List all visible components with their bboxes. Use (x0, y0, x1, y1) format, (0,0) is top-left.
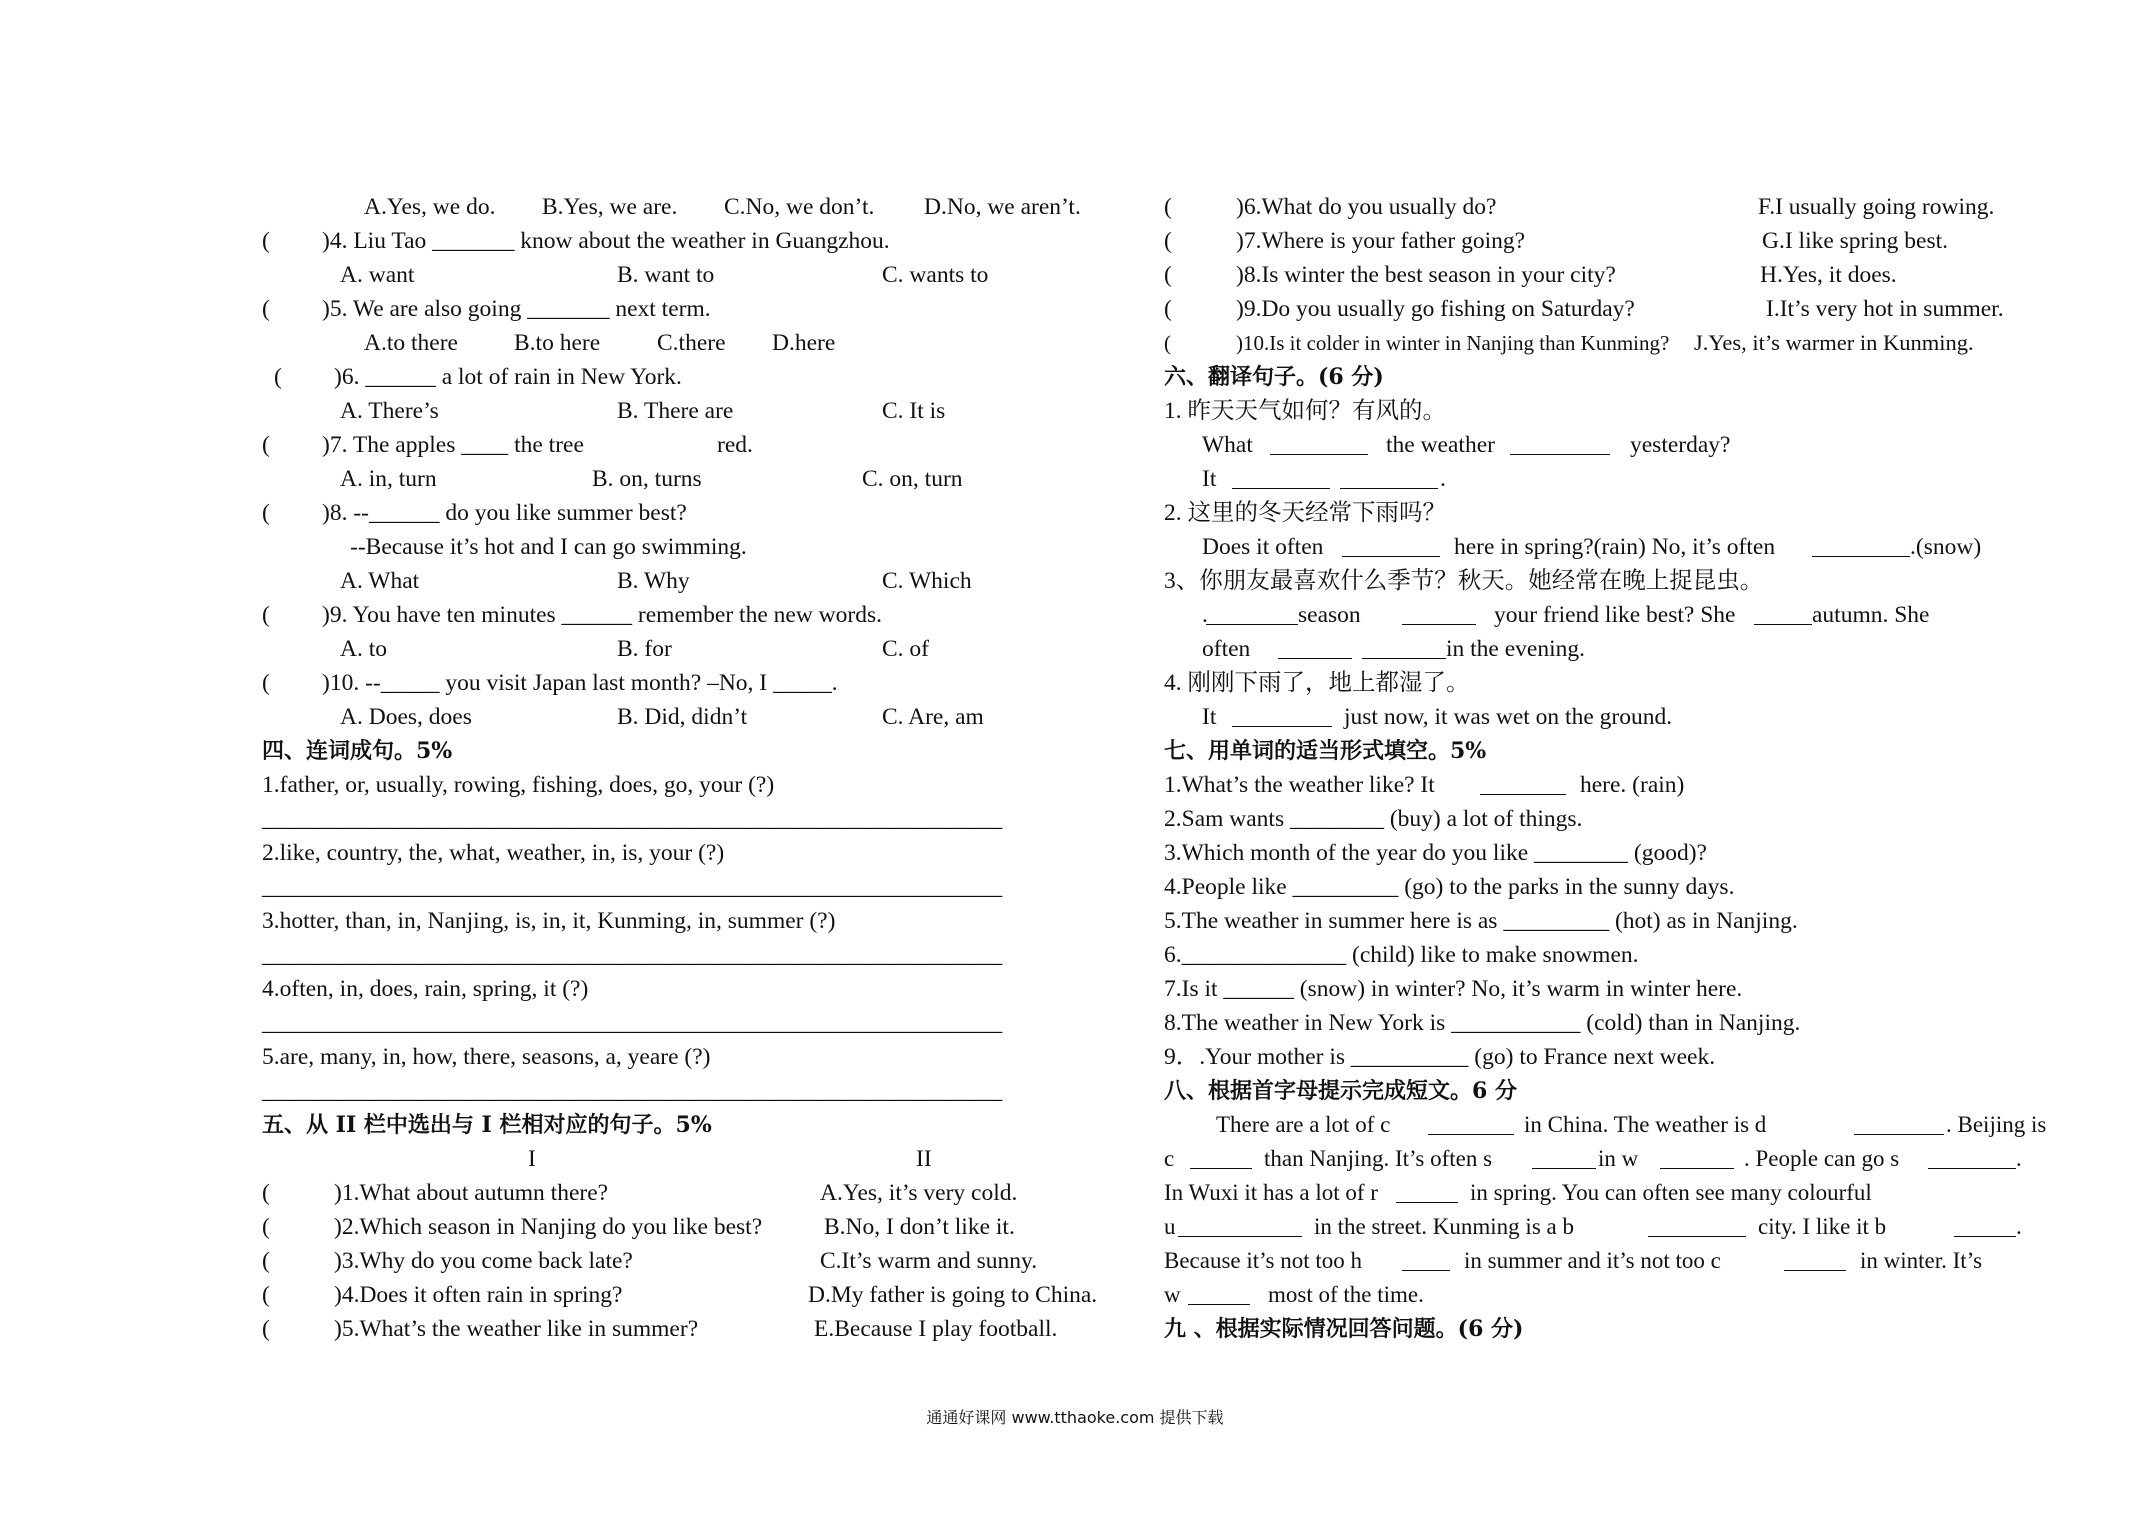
question-8-reply (262, 530, 1132, 564)
sentence-part: . (1440, 466, 1446, 492)
match-question: )6.What do you usually do? (1236, 194, 1497, 220)
match-answer: A.Yes, it’s very cold. (820, 1180, 1018, 1206)
match-question: )8.Is winter the best season in your city? (1236, 262, 1616, 288)
sentence-part: here in spring?(rain) No, it’s often (1454, 534, 1776, 560)
section-heading: 六、翻译句子。(6 分) (1164, 364, 1384, 390)
option-b: B. for (617, 636, 672, 662)
passage-text: in winter. It’s (1860, 1248, 1983, 1273)
answer-blank[interactable] (1532, 1142, 1596, 1169)
option-a: A. in, turn (340, 466, 437, 492)
item-text: 4.often, in, does, rain, spring, it (?) (262, 976, 589, 1002)
answer-blank[interactable] (1854, 1108, 1944, 1135)
column-header-1: I (528, 1146, 536, 1172)
answer-line-text: _______________________________________________________________ (262, 1010, 1003, 1036)
item-text: 2.Sam wants ________ (buy) a lot of things. (1164, 806, 1583, 832)
passage-text: in spring. You can often see many colourful (1470, 1180, 1872, 1205)
answer-blank[interactable] (1270, 428, 1368, 455)
match-answer: D.My father is going to China. (808, 1282, 1098, 1308)
passage-text: . (2016, 1214, 2022, 1239)
section-4-item-2 (262, 836, 1132, 870)
match-answer: H.Yes, it does. (1760, 262, 1897, 288)
footer-credit: 通通好课网 www.tthaoke.com 提供下载 (926, 1408, 1224, 1427)
match-answer: I.It’s very hot in summer. (1766, 296, 2004, 322)
fill-item (1164, 1040, 2024, 1074)
match-row (1164, 326, 2024, 360)
section-heading: 四、连词成句。5% (262, 738, 453, 764)
answer-blank[interactable] (1342, 530, 1440, 557)
answer-line-text: _______________________________________________________________ (262, 806, 1003, 832)
fill-item (1164, 1006, 2024, 1040)
answer-blank[interactable] (1340, 462, 1438, 489)
answer-paren: ( (262, 500, 270, 526)
passage-text: most of the time. (1268, 1282, 1424, 1307)
match-question: )4.Does it often rain in spring? (334, 1282, 623, 1308)
fill-item (1164, 836, 2024, 870)
answer-blank[interactable] (1954, 1210, 2016, 1237)
question-10-options (262, 700, 1132, 734)
passage-text: in the street. Kunming is a b (1314, 1214, 1574, 1239)
answer-blank[interactable] (1396, 1176, 1458, 1203)
sentence-part: 1.What’s the weather like? It (1164, 772, 1435, 798)
question-10 (262, 666, 1132, 700)
match-question: )2.Which season in Nanjing do you like best? (334, 1214, 763, 1240)
item-text: 5.are, many, in, how, there, seasons, a, yeare (?) (262, 1044, 711, 1070)
match-answer: C.It’s warm and sunny. (820, 1248, 1038, 1274)
section-4-item-1 (262, 768, 1132, 802)
option-c: C. on, turn (862, 466, 963, 492)
passage-text: . People can go s (1744, 1146, 1900, 1171)
match-row (1164, 258, 2024, 292)
answer-blank[interactable] (1178, 1210, 1302, 1237)
fill-item-1 (1164, 768, 2024, 802)
question-5 (262, 292, 1132, 326)
question-9 (262, 598, 1132, 632)
left-column (262, 190, 1132, 1346)
answer-paren: ( (262, 670, 270, 696)
match-row (1164, 224, 2024, 258)
answer-paren: ( (1164, 194, 1172, 220)
match-answer: F.I usually going rowing. (1758, 194, 1995, 220)
question-5-options (262, 326, 1132, 360)
passage-text: Because it’s not too h (1164, 1248, 1363, 1273)
passage-text: . Beijing is (1946, 1112, 2047, 1137)
section-7-title (1164, 734, 2024, 768)
passage-text: There are a lot of c (1216, 1112, 1391, 1137)
section-heading: 七、用单词的适当形式填空。5% (1164, 738, 1487, 764)
option-a: A. There’s (340, 398, 439, 424)
match-row (262, 1210, 1132, 1244)
answer-line-text: _______________________________________________________________ (262, 942, 1003, 968)
translate-3-chinese (1164, 564, 2024, 598)
answer-paren: ( (262, 1214, 270, 1240)
option-c: C.there (657, 330, 726, 356)
sentence-part: It (1202, 466, 1217, 492)
passage-line-1 (1164, 1108, 2047, 1142)
answer-line[interactable] (262, 1074, 1132, 1108)
answer-paren: ( (262, 1282, 270, 1308)
option-c: C. Which (882, 568, 972, 594)
passage-line-3 (1164, 1176, 2024, 1210)
option-c: C. of (882, 636, 929, 662)
answer-blank[interactable] (1402, 598, 1476, 625)
option-b: B. want to (617, 262, 715, 288)
match-question: )9.Do you usually go fishing on Saturday? (1236, 296, 1635, 322)
option-a: A.Yes, we do. (364, 194, 496, 220)
right-column (1164, 190, 2047, 1346)
answer-blank[interactable] (1754, 598, 1812, 625)
answer-paren: ( (262, 1316, 270, 1342)
option-c: C. Are, am (882, 704, 984, 730)
section-5-title (262, 1108, 1132, 1142)
passage-line-4 (1164, 1210, 2024, 1244)
answer-blank[interactable] (1510, 428, 1610, 455)
sentence-part: your friend like best? She (1494, 602, 1736, 628)
match-question: )3.Why do you come back late? (334, 1248, 633, 1274)
passage-text: city. I like it b (1758, 1214, 1887, 1239)
answer-line[interactable] (262, 870, 1132, 904)
match-question: )5.What’s the weather like in summer? (334, 1316, 699, 1342)
column-header-2: II (916, 1146, 932, 1172)
match-row (262, 1312, 1132, 1346)
answer-paren: ( (262, 296, 270, 322)
section-4-title (262, 734, 1132, 768)
option-a: A. to (340, 636, 387, 662)
translate-2-english (1164, 530, 2024, 564)
sentence-part: just now, it was wet on the ground. (1344, 704, 1673, 730)
answer-blank[interactable] (1428, 1108, 1514, 1135)
option-b: B.to here (514, 330, 601, 356)
translate-1-chinese (1164, 394, 2024, 428)
question-4 (262, 224, 1132, 258)
translate-1-english (1164, 428, 2024, 462)
item-text: 4.People like _________ (go) to the parks in the sunny days. (1164, 874, 1735, 900)
option-a: A.to there (364, 330, 458, 356)
question-8-options (262, 564, 1132, 598)
match-question: )10.Is it colder in winter in Nanjing than Kunming? (1236, 331, 1670, 355)
section-heading: 五、从 II 栏中选出与 I 栏相对应的句子。5% (262, 1112, 712, 1138)
question-8 (262, 496, 1132, 530)
chinese-sentence: 3、你朋友最喜欢什么季节？秋天。她经常在晚上捉昆虫。 (1164, 568, 1764, 594)
section-4-item-5 (262, 1040, 1132, 1074)
passage-text: u (1164, 1214, 1176, 1239)
item-text: 8.The weather in New York is ___________ (cold) than in Nanjing. (1164, 1010, 1801, 1036)
passage-text: in w (1598, 1146, 1639, 1171)
answer-blank[interactable] (1190, 1142, 1252, 1169)
item-text: 9．.Your mother is __________ (go) to France next week. (1164, 1044, 1716, 1070)
question-stem: )10. --_____ you visit Japan last month? –No, I _____. (322, 670, 838, 696)
answer-paren: ( (262, 1248, 270, 1274)
passage-text: w (1164, 1282, 1181, 1307)
match-answer: G.I like spring best. (1762, 228, 1949, 254)
fill-item (1164, 938, 2024, 972)
option-c: C. It is (882, 398, 946, 424)
chinese-sentence: 4. 刚刚下雨了，地上都湿了。 (1164, 670, 1470, 696)
item-text: 2.like, country, the, what, weather, in, is, your (?) (262, 840, 725, 866)
translate-3-continued (1164, 632, 2024, 666)
fill-item (1164, 870, 2024, 904)
chinese-sentence: 2. 这里的冬天经常下雨吗？ (1164, 500, 1446, 526)
section-4-item-4 (262, 972, 1132, 1006)
question-stem: )4. Liu Tao _______ know about the weather in Guangzhou. (322, 228, 890, 254)
sentence-part: Does it often (1202, 534, 1324, 560)
passage-text: . (2016, 1146, 2022, 1171)
answer-paren: ( (1164, 228, 1172, 254)
question-stem: )9. You have ten minutes ______ remember the new words. (322, 602, 882, 628)
answer-blank[interactable] (1362, 632, 1446, 659)
answer-paren: ( (262, 602, 270, 628)
option-b: B.Yes, we are. (542, 194, 678, 220)
option-d: D.No, we aren’t. (924, 194, 1081, 220)
answer-blank[interactable] (1188, 1278, 1250, 1305)
passage-text: c (1164, 1146, 1175, 1171)
answer-blank[interactable] (1278, 632, 1352, 659)
passage-text: in summer and it’s not too c (1464, 1248, 1721, 1273)
section-6-title (1164, 360, 2024, 394)
match-answer: E.Because I play football. (814, 1316, 1058, 1342)
option-b: B. Did, didn’t (617, 704, 748, 730)
match-row (262, 1176, 1132, 1210)
question-stem: )6. ______ a lot of rain in New York. (334, 364, 682, 390)
answer-paren: ( (274, 364, 282, 390)
sentence-part: in the evening. (1446, 636, 1586, 662)
passage-text: in China. The weather is d (1524, 1112, 1767, 1137)
answer-blank[interactable] (1206, 598, 1298, 625)
fill-item (1164, 972, 2024, 1006)
answer-paren: ( (1164, 331, 1171, 355)
answer-blank[interactable] (1660, 1142, 1734, 1169)
option-c: C.No, we don’t. (724, 194, 875, 220)
item-text: 7.Is it ______ (snow) in winter? No, it’s warm in winter here. (1164, 976, 1743, 1002)
answer-blank[interactable] (1402, 1244, 1450, 1271)
option-b: B. There are (617, 398, 734, 424)
answer-line[interactable] (262, 938, 1132, 972)
fill-item (1164, 904, 2024, 938)
answer-blank[interactable] (1232, 700, 1332, 727)
section-8-title (1164, 1074, 2024, 1108)
question-7 (262, 428, 1132, 462)
answer-blank[interactable] (1784, 1244, 1846, 1271)
sentence-part: the weather (1386, 432, 1495, 458)
passage-text: In Wuxi it has a lot of r (1164, 1180, 1378, 1205)
sentence-part: autumn. She (1812, 602, 1930, 628)
passage-text: than Nanjing. It’s often s (1264, 1146, 1493, 1171)
sentence-part: here. (rain) (1580, 772, 1685, 798)
question-stem: )8. --______ do you like summer best? (322, 500, 687, 526)
answer-paren: ( (1164, 296, 1172, 322)
match-row (262, 1244, 1132, 1278)
answer-blank[interactable] (1232, 462, 1330, 489)
option-a: A. want (340, 262, 415, 288)
section-4-item-3 (262, 904, 1132, 938)
sentence-part: often (1202, 636, 1251, 662)
question-6-options (262, 394, 1132, 428)
answer-blank[interactable] (1812, 530, 1910, 557)
item-text: 3.hotter, than, in, Nanjing, is, in, it, Kunming, in, summer (?) (262, 908, 836, 934)
option-a: A. Does, does (340, 704, 472, 730)
match-row (1164, 190, 2024, 224)
option-d: D.here (772, 330, 836, 356)
sentence-part: yesterday? (1630, 432, 1731, 458)
translate-2-chinese (1164, 496, 2024, 530)
answer-blank[interactable] (1928, 1142, 2016, 1169)
answer-paren: ( (1164, 262, 1172, 288)
question-stem-end: red. (717, 432, 753, 458)
passage-line-2 (1164, 1142, 2024, 1176)
match-question: )7.Where is your father going? (1236, 228, 1526, 254)
question-stem: )5. We are also going _______ next term. (322, 296, 711, 322)
match-question: )1.What about autumn there? (334, 1180, 609, 1206)
option-c: C. wants to (882, 262, 989, 288)
question-6 (262, 360, 1132, 394)
item-text: 3.Which month of the year do you like ________ (good)? (1164, 840, 1707, 866)
sentence-part: It (1202, 704, 1217, 730)
passage-line-5 (1164, 1244, 2024, 1278)
answer-line[interactable] (262, 802, 1132, 836)
match-row (1164, 292, 2024, 326)
question-7-options (262, 462, 1132, 496)
passage-line-6 (1164, 1278, 2024, 1312)
section-heading: 九 、根据实际情况回答问题。(6 分) (1164, 1316, 1524, 1342)
section-5-column-headers (262, 1142, 1132, 1176)
item-text: 5.The weather in summer here is as _________ (hot) as in Nanjing. (1164, 908, 1798, 934)
answer-paren: ( (262, 432, 270, 458)
translate-1-answer (1164, 462, 2024, 496)
section-9-title (1164, 1312, 2024, 1346)
question-3-options (262, 190, 1132, 224)
option-a: A. What (340, 568, 420, 594)
match-answer: J.Yes, it’s warmer in Kunming. (1694, 330, 1974, 355)
chinese-sentence: 1. 昨天天气如何？有风的。 (1164, 398, 1446, 424)
option-b: B. on, turns (592, 466, 702, 492)
match-row (262, 1278, 1132, 1312)
question-9-options (262, 632, 1132, 666)
option-b: B. Why (617, 568, 690, 594)
fill-item (1164, 802, 2024, 836)
translate-4-chinese (1164, 666, 2024, 700)
answer-line-text: _______________________________________________________________ (262, 1078, 1003, 1104)
item-text: 6.______________ (child) like to make snowmen. (1164, 942, 1639, 968)
reply-text: --Because it’s hot and I can go swimming. (350, 534, 747, 560)
translate-3-english (1164, 598, 2024, 632)
answer-blank[interactable] (1480, 768, 1566, 795)
sentence-part: season (1298, 602, 1361, 628)
sentence-part: .(snow) (1910, 534, 1982, 560)
match-answer: B.No, I don’t like it. (824, 1214, 1015, 1240)
answer-blank[interactable] (1648, 1210, 1746, 1237)
section-heading: 八、根据首字母提示完成短文。6 分 (1164, 1078, 1517, 1104)
answer-paren: ( (262, 1180, 270, 1206)
item-text: 1.father, or, usually, rowing, fishing, does, go, your (?) (262, 772, 775, 798)
answer-line[interactable] (262, 1006, 1132, 1040)
sentence-part: . (1202, 602, 1208, 628)
translate-4-english (1164, 700, 2024, 734)
answer-line-text: _______________________________________________________________ (262, 874, 1003, 900)
sentence-part: What (1202, 432, 1253, 458)
question-stem: )7. The apples ____ the tree (322, 432, 590, 458)
answer-paren: ( (262, 228, 270, 254)
question-4-options (262, 258, 1132, 292)
